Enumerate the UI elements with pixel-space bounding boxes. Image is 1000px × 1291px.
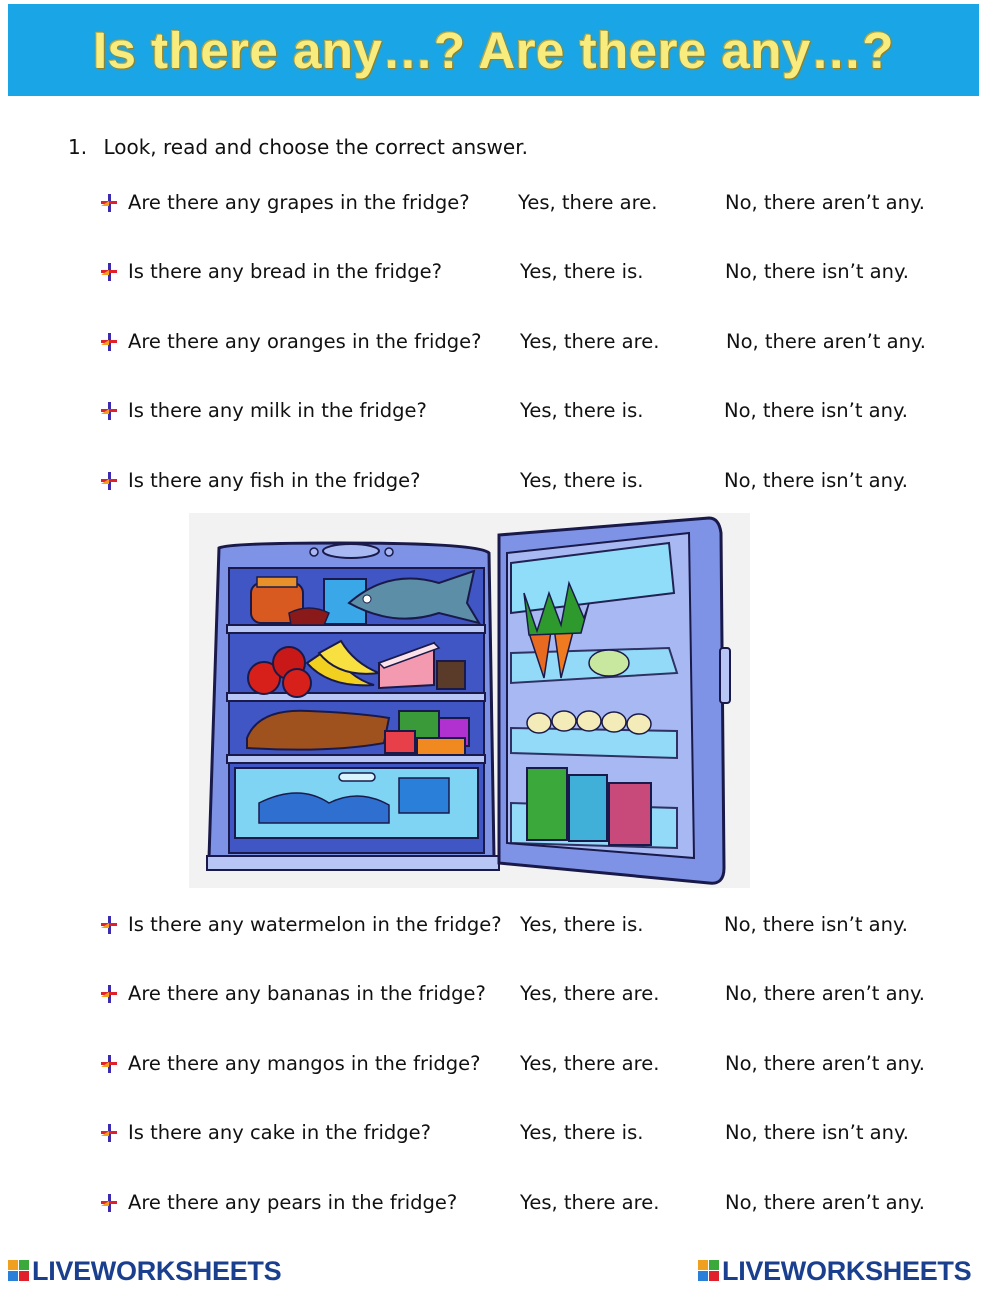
question-text: Is there any milk in the fridge? xyxy=(128,399,427,422)
answer-yes-option[interactable]: Yes, there is. xyxy=(520,399,644,422)
brand-name: LIVEWORKSHEETS xyxy=(32,1255,282,1286)
question-text: Are there any pears in the fridge? xyxy=(128,1191,458,1214)
answer-yes-option[interactable]: Yes, there is. xyxy=(520,1121,644,1144)
answer-yes-option[interactable]: Yes, there are. xyxy=(518,191,658,214)
arrow-bullet-icon xyxy=(99,915,119,935)
arrow-bullet-icon xyxy=(99,471,119,491)
answer-no-option[interactable]: No, there isn’t any. xyxy=(724,399,908,422)
answer-no-option[interactable]: No, there isn’t any. xyxy=(725,260,909,283)
question-text: Is there any bread in the fridge? xyxy=(128,260,443,283)
answer-no-option[interactable]: No, there aren’t any. xyxy=(725,1191,925,1214)
answer-yes-option[interactable]: Yes, there is. xyxy=(520,260,644,283)
question-text: Are there any grapes in the fridge? xyxy=(128,191,470,214)
question-text: Is there any cake in the fridge? xyxy=(128,1121,431,1144)
arrow-bullet-icon xyxy=(99,332,119,352)
title-banner xyxy=(8,4,979,96)
liveworksheets-logo-icon xyxy=(8,1260,30,1282)
question-row xyxy=(0,260,1000,290)
question-text: Are there any oranges in the fridge? xyxy=(128,330,482,353)
question-text: Is there any watermelon in the fridge? xyxy=(128,913,502,936)
question-text: Is there any fish in the fridge? xyxy=(128,469,421,492)
footer-logo-left xyxy=(8,1256,281,1286)
arrow-bullet-icon xyxy=(99,401,119,421)
question-row xyxy=(0,330,1000,360)
question-row xyxy=(0,191,1000,221)
arrow-bullet-icon xyxy=(99,1123,119,1143)
question-row xyxy=(0,1121,1000,1151)
footer-logo-right xyxy=(698,1256,971,1286)
answer-no-option[interactable]: No, there isn’t any. xyxy=(724,469,908,492)
question-row xyxy=(0,982,1000,1012)
answer-yes-option[interactable]: Yes, there is. xyxy=(520,913,644,936)
answer-no-option[interactable]: No, there isn’t any. xyxy=(725,1121,909,1144)
answer-no-option[interactable]: No, there aren’t any. xyxy=(725,1052,925,1075)
answer-yes-option[interactable]: Yes, there are. xyxy=(520,1052,660,1075)
question-row xyxy=(0,469,1000,499)
answer-yes-option[interactable]: Yes, there are. xyxy=(520,982,660,1005)
answer-yes-option[interactable]: Yes, there are. xyxy=(520,330,660,353)
arrow-bullet-icon xyxy=(99,262,119,282)
instruction-text: Look, read and choose the correct answer. xyxy=(103,135,528,159)
brand-name: LIVEWORKSHEETS xyxy=(722,1255,972,1286)
question-row xyxy=(0,1191,1000,1221)
fridge-illustration xyxy=(189,513,750,888)
instruction-number: 1. xyxy=(68,135,88,159)
instruction xyxy=(68,135,528,159)
page-title: Is there any…? Are there any…? xyxy=(92,21,895,79)
arrow-bullet-icon xyxy=(99,193,119,213)
answer-no-option[interactable]: No, there aren’t any. xyxy=(726,330,926,353)
answer-yes-option[interactable]: Yes, there is. xyxy=(520,469,644,492)
answer-no-option[interactable]: No, there isn’t any. xyxy=(724,913,908,936)
liveworksheets-logo-icon xyxy=(698,1260,720,1282)
answer-yes-option[interactable]: Yes, there are. xyxy=(520,1191,660,1214)
fridge-icon xyxy=(189,513,750,888)
question-row xyxy=(0,1052,1000,1082)
arrow-bullet-icon xyxy=(99,984,119,1004)
question-text: Are there any mangos in the fridge? xyxy=(128,1052,481,1075)
answer-no-option[interactable]: No, there aren’t any. xyxy=(725,191,925,214)
arrow-bullet-icon xyxy=(99,1054,119,1074)
question-text: Are there any bananas in the fridge? xyxy=(128,982,486,1005)
question-row xyxy=(0,399,1000,429)
answer-no-option[interactable]: No, there aren’t any. xyxy=(725,982,925,1005)
question-row xyxy=(0,913,1000,943)
arrow-bullet-icon xyxy=(99,1193,119,1213)
